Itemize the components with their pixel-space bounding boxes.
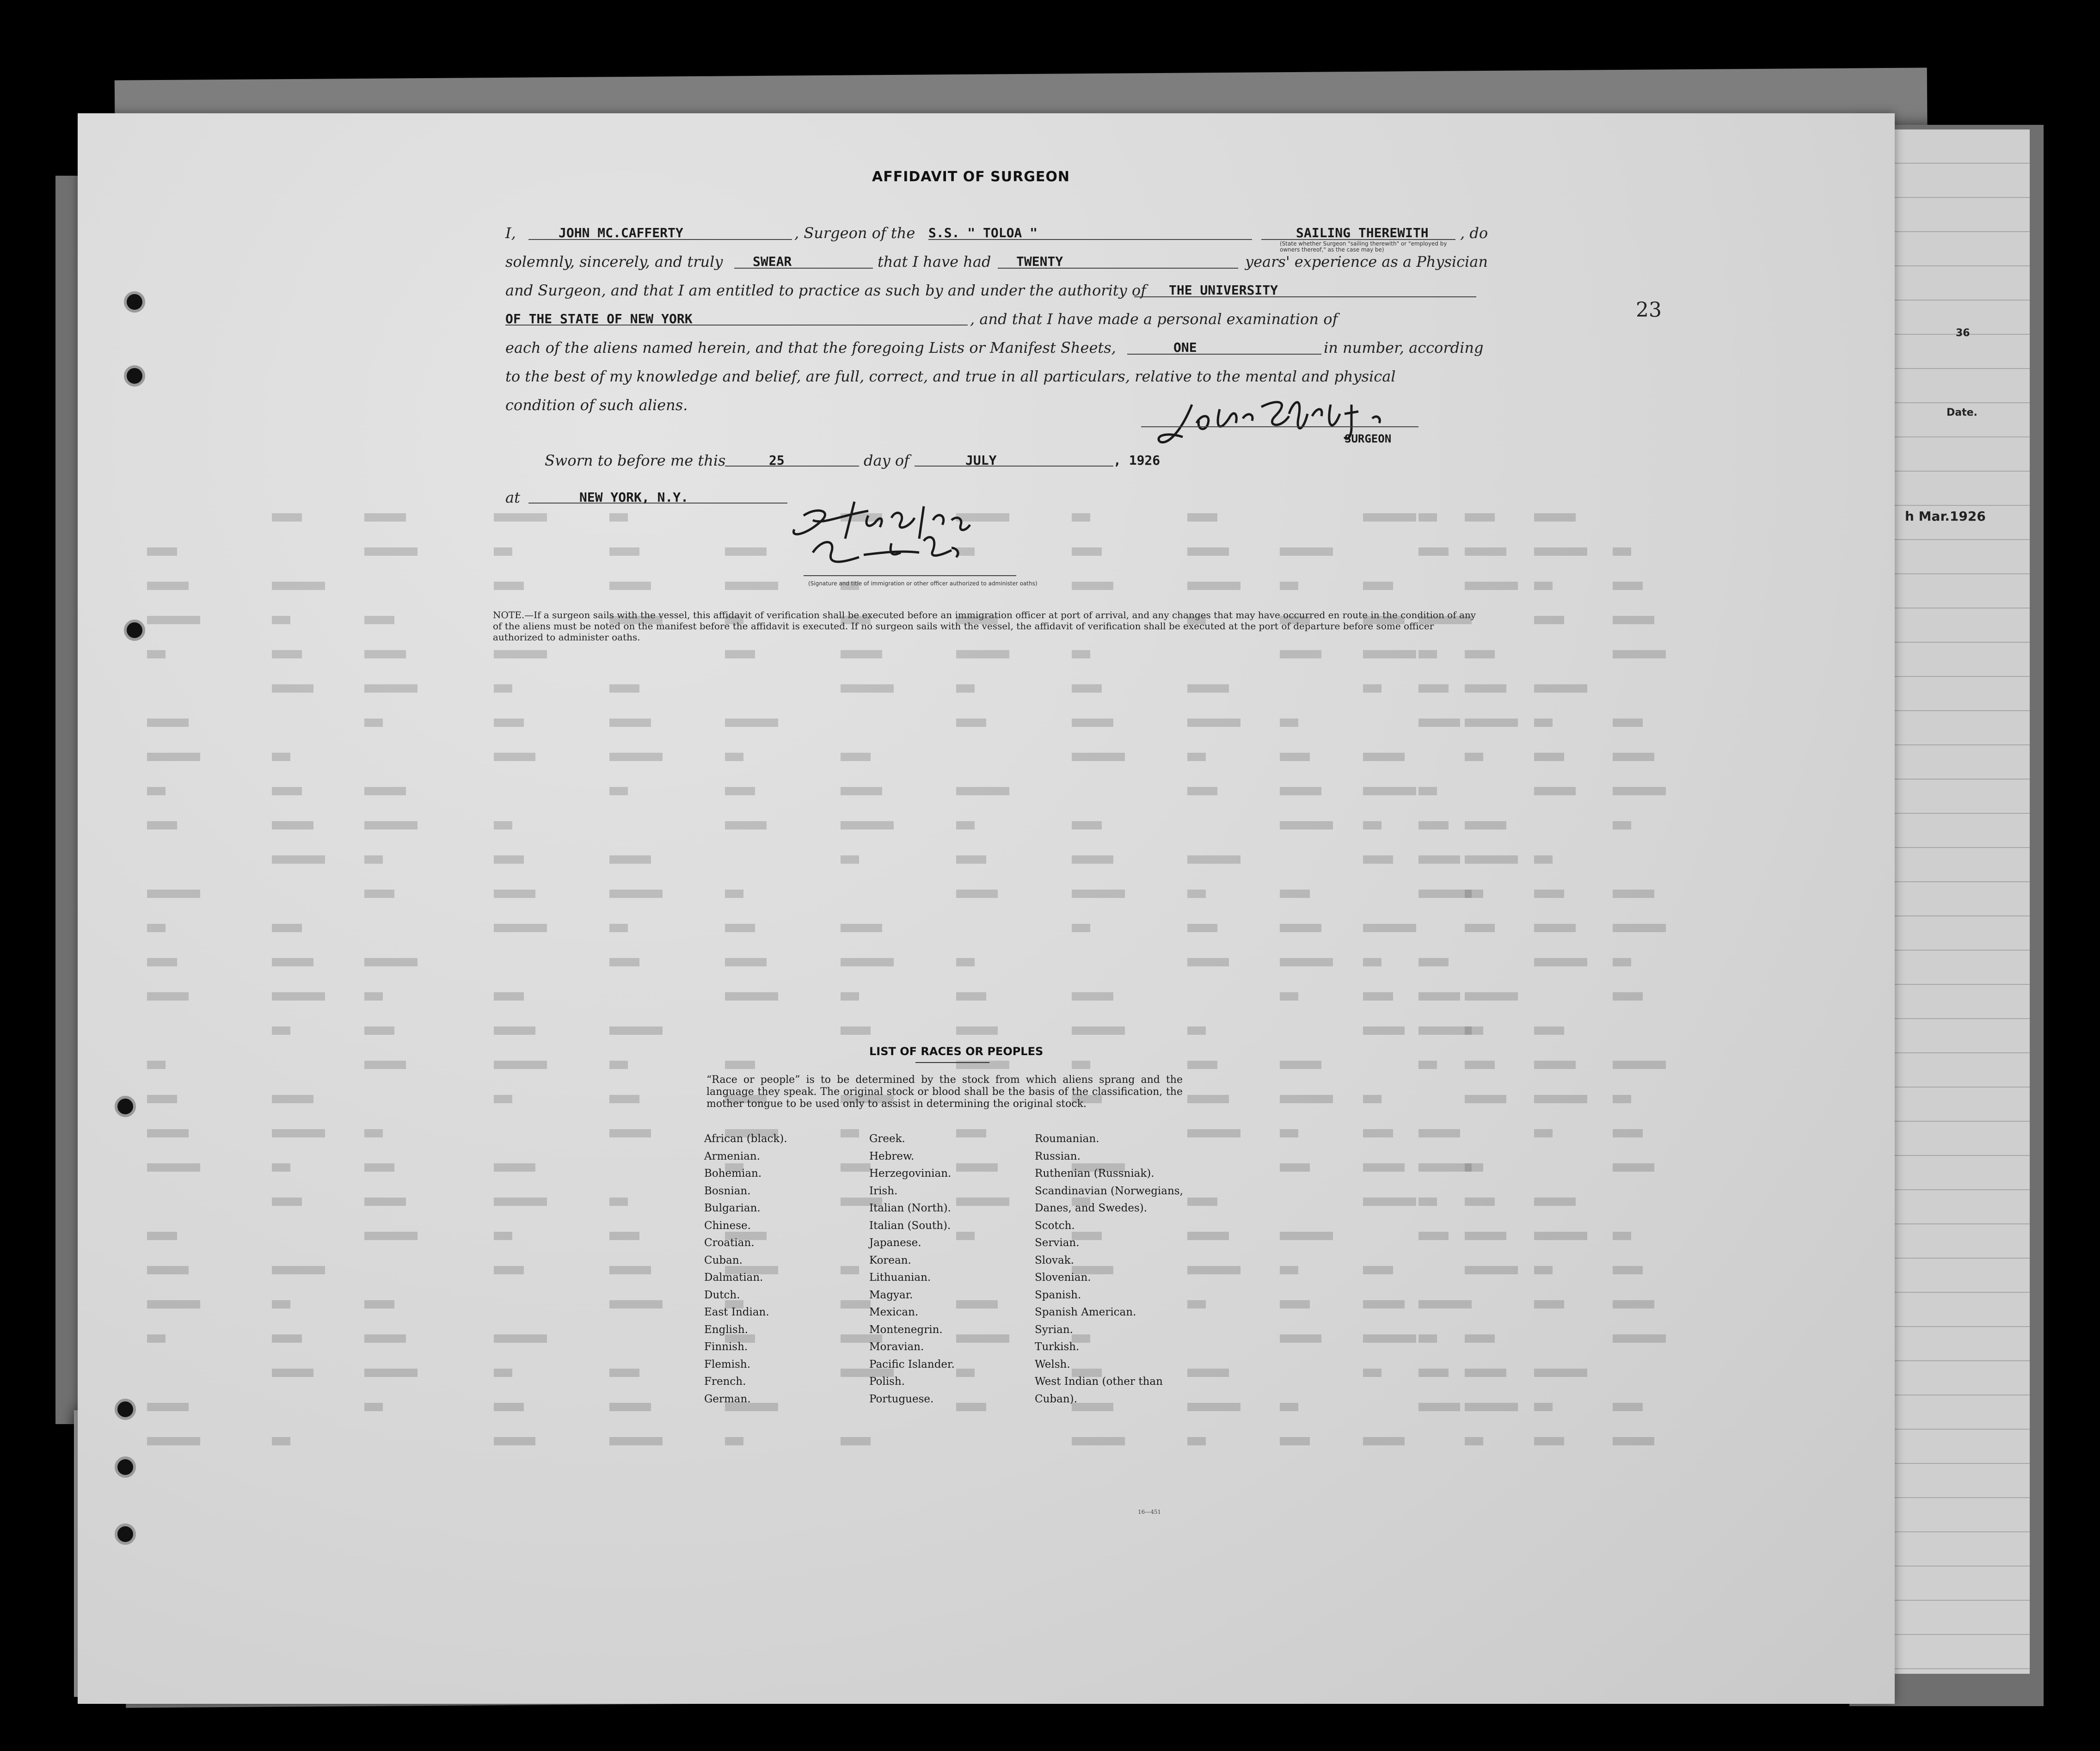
sheets-underline [1127, 354, 1321, 355]
race-item: Herzegovinian. [869, 1167, 952, 1180]
race-item: Japanese. [869, 1237, 921, 1249]
sailing-status: SAILING THEREWITH [1296, 225, 1429, 240]
race-item: Armenian. [704, 1150, 761, 1162]
race-item: Moravian. [869, 1341, 924, 1353]
affidavit-line2-suffix: years' experience as a Physician [1245, 253, 1488, 270]
races-intro: “Race or people” is to be determined by the stock from which aliens sprang and the language they speak. The original stock or blood shall be the basis of the classification, the mother tongue to be used only to assist in determining the original stock. [706, 1074, 1183, 1110]
race-item: Lithuanian. [869, 1272, 931, 1284]
sworn-day-of: day of [864, 452, 909, 469]
race-item: Korean. [869, 1254, 911, 1266]
race-item: Dalmatian. [704, 1272, 763, 1284]
race-item: Greek. [869, 1133, 905, 1145]
races-title-rule [915, 1062, 989, 1063]
race-item: Danes, and Swedes). [1035, 1202, 1148, 1214]
affidavit-line5-suffix: in number, according [1324, 339, 1484, 356]
race-item: Servian. [1035, 1237, 1080, 1249]
sworn-year: , 1926 [1113, 453, 1161, 468]
sheets-count: ONE [1173, 340, 1197, 355]
race-item: Portuguese. [869, 1393, 934, 1405]
race-item: Ruthenian (Russniak). [1035, 1167, 1154, 1180]
race-item: Italian (North). [869, 1202, 951, 1214]
surgeon-name: JOHN MC.CAFFERTY [559, 225, 683, 240]
race-item: French. [704, 1376, 746, 1388]
race-item: Bohemian. [704, 1167, 762, 1180]
race-item: Magyar. [869, 1289, 913, 1301]
race-item: Irish. [869, 1185, 898, 1197]
form-number: 16—451 [1138, 1509, 1161, 1515]
affidavit-line2-prefix: solemnly, sincerely, and truly [505, 253, 723, 270]
race-item: Welsh. [1035, 1358, 1070, 1370]
race-item: Polish. [869, 1376, 905, 1388]
day-underline [725, 466, 859, 467]
race-item: Italian (South). [869, 1219, 951, 1232]
affidavit-line2-mid: that I have had [878, 253, 991, 270]
manifest-page [78, 113, 1895, 1704]
authority-continued: OF THE STATE OF NEW YORK [505, 311, 693, 326]
races-column-2 [869, 1130, 955, 1408]
race-item: Slovenian. [1035, 1272, 1091, 1284]
race-item: Spanish. [1035, 1289, 1081, 1301]
race-item: Slovak. [1035, 1254, 1074, 1266]
affidavit-line4-suffix: , and that I have made a personal examination of [970, 310, 1338, 328]
officer-signature [785, 497, 1025, 594]
races-title: LIST OF RACES OR PEOPLES [869, 1045, 1044, 1058]
surgeon-signature [1141, 391, 1428, 455]
right-page-date-value: h Mar.1926 [1905, 509, 1986, 524]
race-item: German. [704, 1393, 751, 1405]
month-underline [915, 466, 1113, 467]
affidavit-line1-prefix: I, [505, 224, 516, 242]
officer-caption: (Signature and title of immigration or other officer authorized to administer oaths) [808, 580, 1038, 587]
race-item: Hebrew. [869, 1150, 915, 1162]
race-item: Turkish. [1035, 1341, 1080, 1353]
sworn-place: NEW YORK, N.Y. [579, 490, 689, 505]
race-item: Chinese. [704, 1219, 751, 1232]
race-item: Mexican. [869, 1306, 919, 1318]
race-item: Montenegrin. [869, 1323, 943, 1336]
affidavit-line5-prefix: each of the aliens named herein, and that the foregoing Lists or Manifest Sheets, [505, 339, 1116, 356]
affidavit-of-surgeon [78, 113, 1895, 1704]
right-peeking-page [1891, 129, 2030, 1674]
race-item: English. [704, 1323, 748, 1336]
races-column-1 [704, 1130, 787, 1408]
race-item: Scandinavian (Norwegians, [1035, 1185, 1183, 1197]
years-experience: TWENTY [1016, 254, 1063, 269]
page-number: 23 [1636, 298, 1662, 322]
race-item: Scotch. [1035, 1219, 1075, 1232]
affidavit-line1-suffix: , do [1460, 224, 1488, 242]
race-item: Russian. [1035, 1150, 1081, 1162]
affidavit-title: AFFIDAVIT OF SURGEON [872, 169, 1070, 185]
right-page-number: 36 [1956, 327, 1970, 339]
sworn-at: at [505, 489, 520, 506]
race-item: East Indian. [704, 1306, 769, 1318]
affidavit-line3-prefix: and Surgeon, and that I am entitled to practice as such by and under the authority of [505, 282, 1147, 299]
sworn-day: 25 [769, 453, 785, 468]
race-item: West Indian (other than [1035, 1376, 1163, 1388]
race-item: Pacific Islander. [869, 1358, 955, 1370]
race-item: African (black). [704, 1133, 787, 1145]
race-item: Cuban. [704, 1254, 743, 1266]
race-item: Flemish. [704, 1358, 751, 1370]
authority: THE UNIVERSITY [1169, 283, 1278, 298]
race-item: Bulgarian. [704, 1202, 761, 1214]
sworn-month: JULY [965, 453, 997, 468]
race-item: Cuban). [1035, 1393, 1077, 1405]
vessel-name: S.S. " TOLOA " [928, 225, 1038, 240]
race-item: Bosnian. [704, 1185, 751, 1197]
race-item: Roumanian. [1035, 1133, 1099, 1145]
affidavit-note: NOTE.—If a surgeon sails with the vessel, this affidavit of verification shall be executed before an immigration officer at port of arrival, and any changes that may have occurred en route in the condition of any of the aliens must be noted on the manifest before the affidavit is executed. If no surgeon sails with the vessel, the affidavit of verification shall be executed at the port of departure before some officer authorized to administer oaths. [493, 609, 1476, 643]
race-item: Finnish. [704, 1341, 748, 1353]
race-item: Syrian. [1035, 1323, 1073, 1336]
signature-label: SURGEON [1345, 432, 1392, 445]
sailing-note: (State whether Surgeon "sailing therewith" or "employed by owners thereof," as the case may be) [1280, 240, 1447, 253]
race-item: Spanish American. [1035, 1306, 1136, 1318]
oath-type: SWEAR [753, 254, 792, 269]
affidavit-line1-mid: , Surgeon of the [794, 224, 915, 242]
race-item: Croatian. [704, 1237, 755, 1249]
affidavit-line7: condition of such aliens. [505, 396, 688, 414]
affidavit-line6: to the best of my knowledge and belief, are full, correct, and true in all particulars, relative to the mental and physical [505, 368, 1396, 385]
races-column-3 [1035, 1130, 1183, 1408]
right-page-date-label: Date. [1946, 407, 1977, 418]
sworn-prefix: Sworn to before me this [545, 452, 726, 469]
race-item: Dutch. [704, 1289, 740, 1301]
